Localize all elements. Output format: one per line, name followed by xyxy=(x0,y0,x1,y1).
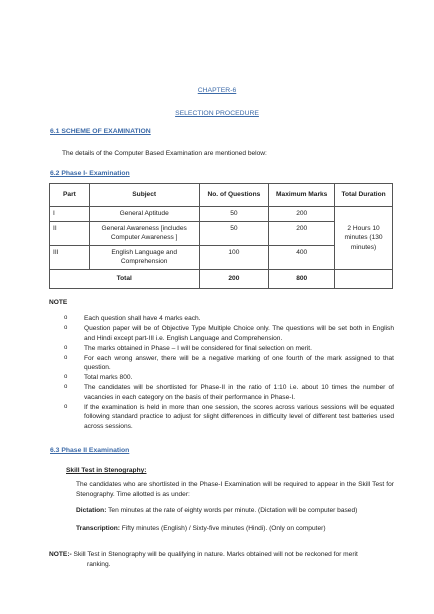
final-note-text: Skill Test in Stenography will be qualifying in nature. Marks obtained will not be reckoned for merit xyxy=(71,551,358,558)
bullet-icon: o xyxy=(64,403,68,410)
table-header-row xyxy=(50,184,393,207)
cell-questions: 50 xyxy=(199,207,269,222)
dictation-line xyxy=(76,506,394,516)
bullet-icon: o xyxy=(64,374,68,381)
final-note-label: NOTE:- xyxy=(49,551,72,558)
note-text: Total marks 800. xyxy=(84,374,133,382)
header-duration: Total Duration xyxy=(335,184,393,207)
bullet-icon: o xyxy=(64,325,68,332)
intro-text: The details of the Computer Based Examination are mentioned below: xyxy=(62,150,267,157)
list-item xyxy=(62,314,394,324)
transcription-text: Fifty minutes (English) / Sixty-five minutes (Hindi). (Only on computer) xyxy=(119,525,326,532)
cell-marks: 200 xyxy=(269,221,335,245)
cell-total-questions: 200 xyxy=(199,269,269,288)
final-note xyxy=(49,550,394,569)
cell-marks: 200 xyxy=(269,207,335,222)
note-text: For each wrong answer, there will be a negative marking of one fourth of the mark assigned to that question. xyxy=(84,354,394,372)
list-item xyxy=(62,344,394,354)
transcription-label: Transcription: xyxy=(76,525,120,532)
bullet-icon: o xyxy=(64,354,68,361)
note-heading: NOTE xyxy=(49,299,68,306)
final-note-continuation: ranking. xyxy=(87,560,111,568)
note-text: The marks obtained in Phase – I will be considered for final selection on merit. xyxy=(84,344,312,352)
header-subject: Subject xyxy=(89,184,199,207)
section-6-3-heading: 6.3 Phase II Examination xyxy=(50,447,130,454)
note-text: Question paper will be of Objective Type Multiple Choice only. The questions will be set both in English and Hindi except part-III i.e. English Language and Comprehension. xyxy=(84,325,394,342)
cell-part: II xyxy=(50,221,90,245)
cell-subject: General Aptitude xyxy=(89,207,199,222)
note-text: Each question shall have 4 marks each. xyxy=(84,315,201,322)
cell-total-empty xyxy=(335,269,393,288)
exam-table xyxy=(49,183,393,289)
procedure-title: SELECTION PROCEDURE xyxy=(175,110,259,117)
header-marks: Maximum Marks xyxy=(269,184,335,207)
cell-part: III xyxy=(50,245,90,269)
list-item xyxy=(62,324,394,343)
section-6-1-heading: 6.1 SCHEME OF EXAMINATION xyxy=(50,128,151,135)
chapter-title: CHAPTER-6 xyxy=(197,87,237,94)
cell-total-marks: 800 xyxy=(269,269,335,288)
list-item xyxy=(62,403,394,432)
list-item xyxy=(62,373,394,383)
note-text: If the examination is held in more than one session, the scores across various sessions will be equated following standard practice to adjust for slight differences in difficulty level of different test batteries used across sessions. xyxy=(84,403,394,431)
note-text: The candidates will be shortlisted for Phase-II in the ratio of 1:10 i.e. about 10 times the number of vacancies in each category on the basis of their performance in Phase-I. xyxy=(84,384,394,401)
notes-list xyxy=(62,314,394,432)
skill-test-heading: Skill Test in Stenography: xyxy=(66,467,147,474)
dictation-text: Ten minutes at the rate of eighty words per minute. (Dictation will be computer based) xyxy=(106,507,358,514)
table-total-row xyxy=(50,269,393,288)
cell-total-label: Total xyxy=(50,269,200,288)
cell-subject: General Awareness [includes Computer Awareness ] xyxy=(89,221,199,245)
cell-questions: 100 xyxy=(199,245,269,269)
section-6-2-heading: 6.2 Phase I- Examination xyxy=(50,170,130,177)
skill-test-text: The candidates who are shortlisted in the Phase-I Examination will be required to appear in the Skill Test for Stenography. Time allotted is as under: xyxy=(76,481,394,498)
bullet-icon: o xyxy=(64,344,68,351)
cell-questions: 50 xyxy=(199,221,269,245)
cell-part: I xyxy=(50,207,90,222)
dictation-label: Dictation: xyxy=(76,507,107,514)
list-item xyxy=(62,354,394,373)
transcription-line xyxy=(76,524,394,534)
header-questions: No. of Questions xyxy=(199,184,269,207)
cell-subject: English Language and Comprehension xyxy=(89,245,199,269)
cell-duration: 2 Hours 10 minutes (130 minutes) xyxy=(335,207,393,270)
table-row xyxy=(50,207,393,222)
bullet-icon: o xyxy=(64,384,68,391)
list-item xyxy=(62,383,394,402)
bullet-icon: o xyxy=(64,315,68,321)
cell-marks: 400 xyxy=(269,245,335,269)
header-part: Part xyxy=(50,184,90,207)
